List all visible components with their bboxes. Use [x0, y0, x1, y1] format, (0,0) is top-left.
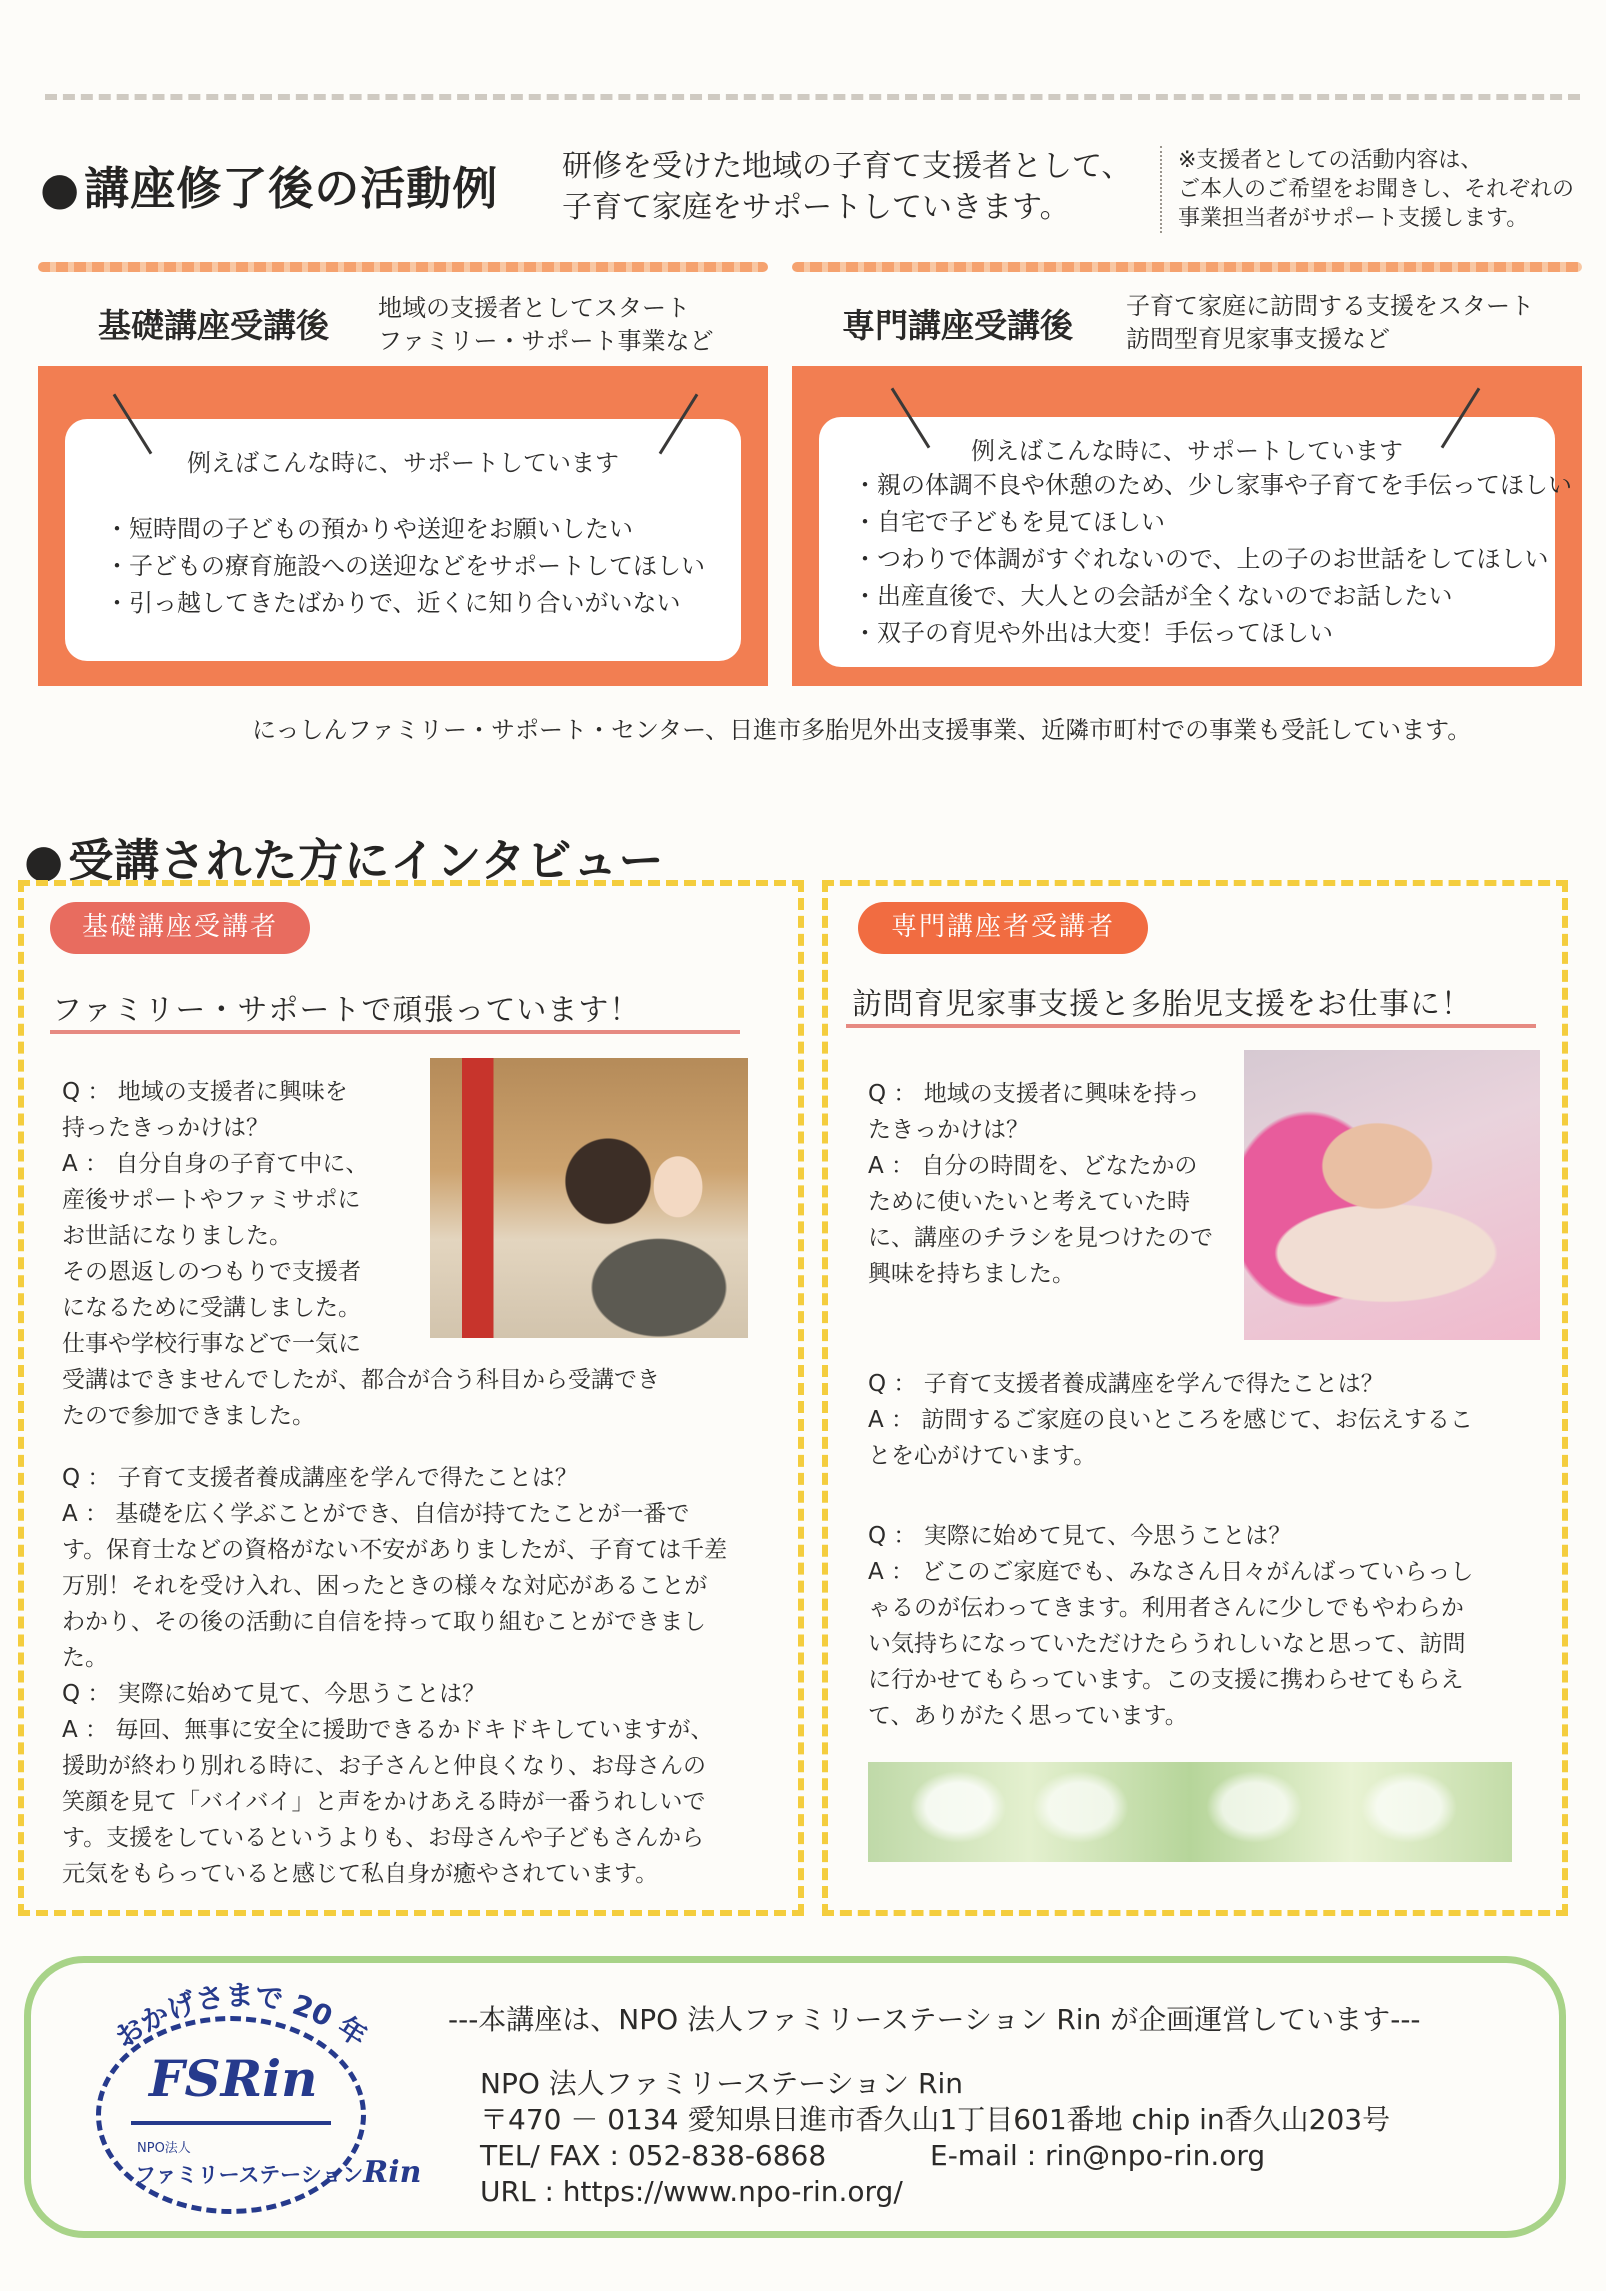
basic-example-heading: 例えばこんな時に、サポートしています [187, 449, 619, 477]
qa-line: Q ： 実際に始めて見て、今思うことは？ [62, 1681, 486, 1707]
advanced-interview-qa-mid [868, 1366, 1548, 1474]
advanced-interview-headline: 訪問育児家事支援と多胎児支援をお仕事に！ [852, 987, 1472, 1022]
qa-line: い気持ちになっていただけたらうれしいなと思って、訪問 [868, 1631, 1466, 1657]
footer-address: 〒470 － 0134 愛知県日進市香久山1丁目601番地 chip in香久山203号 [480, 2103, 1391, 2136]
top-dashed-border [45, 94, 1580, 100]
footer-org-name: NPO 法人ファミリーステーション Rin [480, 2067, 964, 2100]
list-item: ・ 引っ越してきたばかりで、近くに知り合いがいない [105, 585, 705, 622]
qa-line: A ： 毎回、無事に安全に援助できるかドキドキしていますが、 [62, 1717, 714, 1743]
qa-line: Q ： 子育て支援者養成講座を学んで得たことは？ [62, 1465, 578, 1491]
qa-line: に行かせてもらっています。この支援に携わらせてもらえ [868, 1667, 1464, 1693]
advanced-example-heading: 例えばこんな時に、サポートしています [971, 437, 1403, 465]
basic-example-list [105, 511, 705, 622]
qa-line: Q ： 実際に始めて見て、今思うことは？ [868, 1523, 1292, 1549]
qa-line: A ： どこのご家庭でも、みなさん日々がんばっていらっし [868, 1559, 1474, 1585]
logo-mark: FSRin [149, 2049, 318, 2108]
advanced-example-card [819, 417, 1573, 667]
advanced-course-sub: 子育て家庭に訪問する支援をスタート 訪問型育児家事支援など [1126, 292, 1534, 353]
mother-and-baby-photo [430, 1058, 748, 1338]
footer-headline: ---本講座は、NPO 法人ファミリーステーション Rin が企画運営しています--- [448, 2003, 1421, 2036]
qa-line: 産後サポートやファミサポに [62, 1187, 361, 1213]
advanced-example-list [853, 467, 1572, 652]
logo-name-en: Rin [363, 2155, 422, 2190]
qa-line: 持ったきっかけは？ [62, 1115, 269, 1141]
qa-line: A ： 自分自身の子育て中に、 [62, 1151, 369, 1177]
qa-line: A ： 自分の時間を、どなたかの [868, 1153, 1198, 1179]
list-item: ・ 自宅で子どもを見てほしい [853, 504, 1572, 541]
list-item: ・ 親の体調不良や休憩のため、少し家事や子育てを手伝ってほしい [853, 467, 1572, 504]
headline-underline [846, 1024, 1536, 1028]
wavy-divider-left [38, 262, 768, 272]
footer-tel-fax: TEL/ FAX : 052-838-6868 [480, 2139, 827, 2172]
logo-name-jp: ファミリーステーション [135, 2163, 364, 2187]
basic-course-sub: 地域の支援者としてスタート ファミリー・サポート事業など [378, 294, 714, 355]
list-item: ・ 短時間の子どもの預かりや送迎をお願いしたい [105, 511, 705, 548]
qa-line: お世話になりました。 [62, 1223, 292, 1249]
advanced-interview-qa-top [868, 1076, 1248, 1292]
logo-arc-label: おかげさまで 20 年 [108, 1978, 373, 2055]
qa-line: た。 [62, 1645, 108, 1671]
qa-line: A ： 基礎を広く学ぶことができ、自信が持てたことが一番で [62, 1501, 690, 1527]
qa-line: 興味を持ちました。 [868, 1261, 1075, 1287]
qa-line: Q ： 地域の支援者に興味を持っ [868, 1081, 1200, 1107]
qa-line: Q ： 子育て支援者養成講座を学んで得たことは？ [868, 1371, 1384, 1397]
decorative-heart-photo [868, 1762, 1512, 1862]
qa-line: す。保育士などの資格がない不安がありましたが、子育ては千差 [62, 1537, 728, 1563]
activity-section-title: ● 講座修了後の活動例 [40, 152, 498, 217]
interview-section-title: ● 受講された方にインタビュー [24, 824, 664, 889]
basic-interviewee-badge: 基礎講座受講者 [50, 902, 310, 954]
wavy-divider-right [792, 262, 1582, 272]
qa-line: ゃるのが伝わってきます。利用者さんに少しでもやわらか [868, 1595, 1464, 1621]
basic-interview-qa-bottom [62, 1460, 782, 1892]
list-item: ・ 子どもの療育施設への送迎などをサポートしてほしい [105, 548, 705, 585]
qa-line: す。支援をしているというよりも、お母さんや子どもさんから [62, 1825, 705, 1851]
qa-line: 元気をもらっていると感じて私自身が癒やされています。 [62, 1861, 659, 1887]
qa-line: に、講座のチラシを見つけたので [868, 1225, 1213, 1251]
basic-interview-qa-top [62, 1074, 660, 1434]
qa-line: わかり、その後の活動に自信を持って取り組むことができまし [62, 1609, 706, 1635]
qa-line: て、ありがたく思っています。 [868, 1703, 1188, 1729]
basic-interview-headline: ファミリー・サポートで頑張っています！ [52, 993, 641, 1028]
qa-line: たきっかけは？ [868, 1117, 1029, 1143]
activity-note: ※支援者としての活動内容は、 ご本人のご希望をお聞きし、それぞれの 事業担当者がサポート支援します。 [1160, 146, 1580, 233]
list-item: ・ 双子の育児や外出は大変！手伝ってほしい [853, 615, 1572, 652]
advanced-example-panel [792, 366, 1582, 686]
activity-footnote: にっしんファミリー・サポート・センター、日進市多胎児外出支援事業、近隣市町村での事業も受託しています。 [252, 716, 1472, 744]
list-item: ・ つわりで体調がすぐれないので、上の子のお世話をしてほしい [853, 541, 1572, 578]
list-item: ・ 出産直後で、大人との会話が全くないのでお話したい [853, 578, 1572, 615]
qa-line: Q ： 地域の支援者に興味を [62, 1079, 348, 1105]
advanced-interview-qa-last [868, 1518, 1548, 1734]
qa-line: たので参加できました。 [62, 1403, 315, 1429]
qa-line: 万別！それを受け入れ、困ったときの様々な対応があることが [62, 1573, 708, 1599]
logo-underline [131, 2121, 331, 2125]
qa-line: 援助が終わり別れる時に、お子さんと仲良くなり、お母さんの [62, 1753, 706, 1779]
basic-example-card [65, 419, 741, 661]
qa-line: ために使いたいと考えていた時 [868, 1189, 1190, 1215]
footer-email[interactable]: E-mail : rin@npo-rin.org [930, 2139, 1266, 2172]
qa-line: 受講はできませんでしたが、都合が合う科目から受講でき [62, 1367, 660, 1393]
qa-line: A ： 訪問するご家庭の良いところを感じて、お伝えするこ [868, 1407, 1473, 1433]
advanced-course-name: 専門講座受講後 [842, 306, 1073, 345]
qa-line: になるために受講しました。 [62, 1295, 361, 1321]
basic-example-panel [38, 366, 768, 686]
qa-line: 仕事や学校行事などで一気に [62, 1331, 361, 1357]
footer-url[interactable]: URL : https://www.npo-rin.org/ [480, 2175, 903, 2208]
baby-care-photo [1244, 1050, 1540, 1340]
advanced-interviewee-badge: 専門講座者受講者 [858, 902, 1148, 954]
qa-line: その恩返しのつもりで支援者 [62, 1259, 361, 1285]
basic-course-name: 基礎講座受講後 [98, 306, 329, 345]
logo-small-text: NPO法人 [137, 2141, 191, 2156]
logo-name [135, 2155, 421, 2190]
qa-line: とを心がけています。 [868, 1443, 1097, 1469]
headline-underline [50, 1030, 740, 1034]
qa-line: 笑顔を見て「バイバイ」と声をかけあえる時が一番うれしいで [62, 1789, 706, 1815]
activity-intro: 研修を受けた地域の子育て支援者として、 子育て家庭をサポートしていきます。 [562, 149, 1132, 225]
